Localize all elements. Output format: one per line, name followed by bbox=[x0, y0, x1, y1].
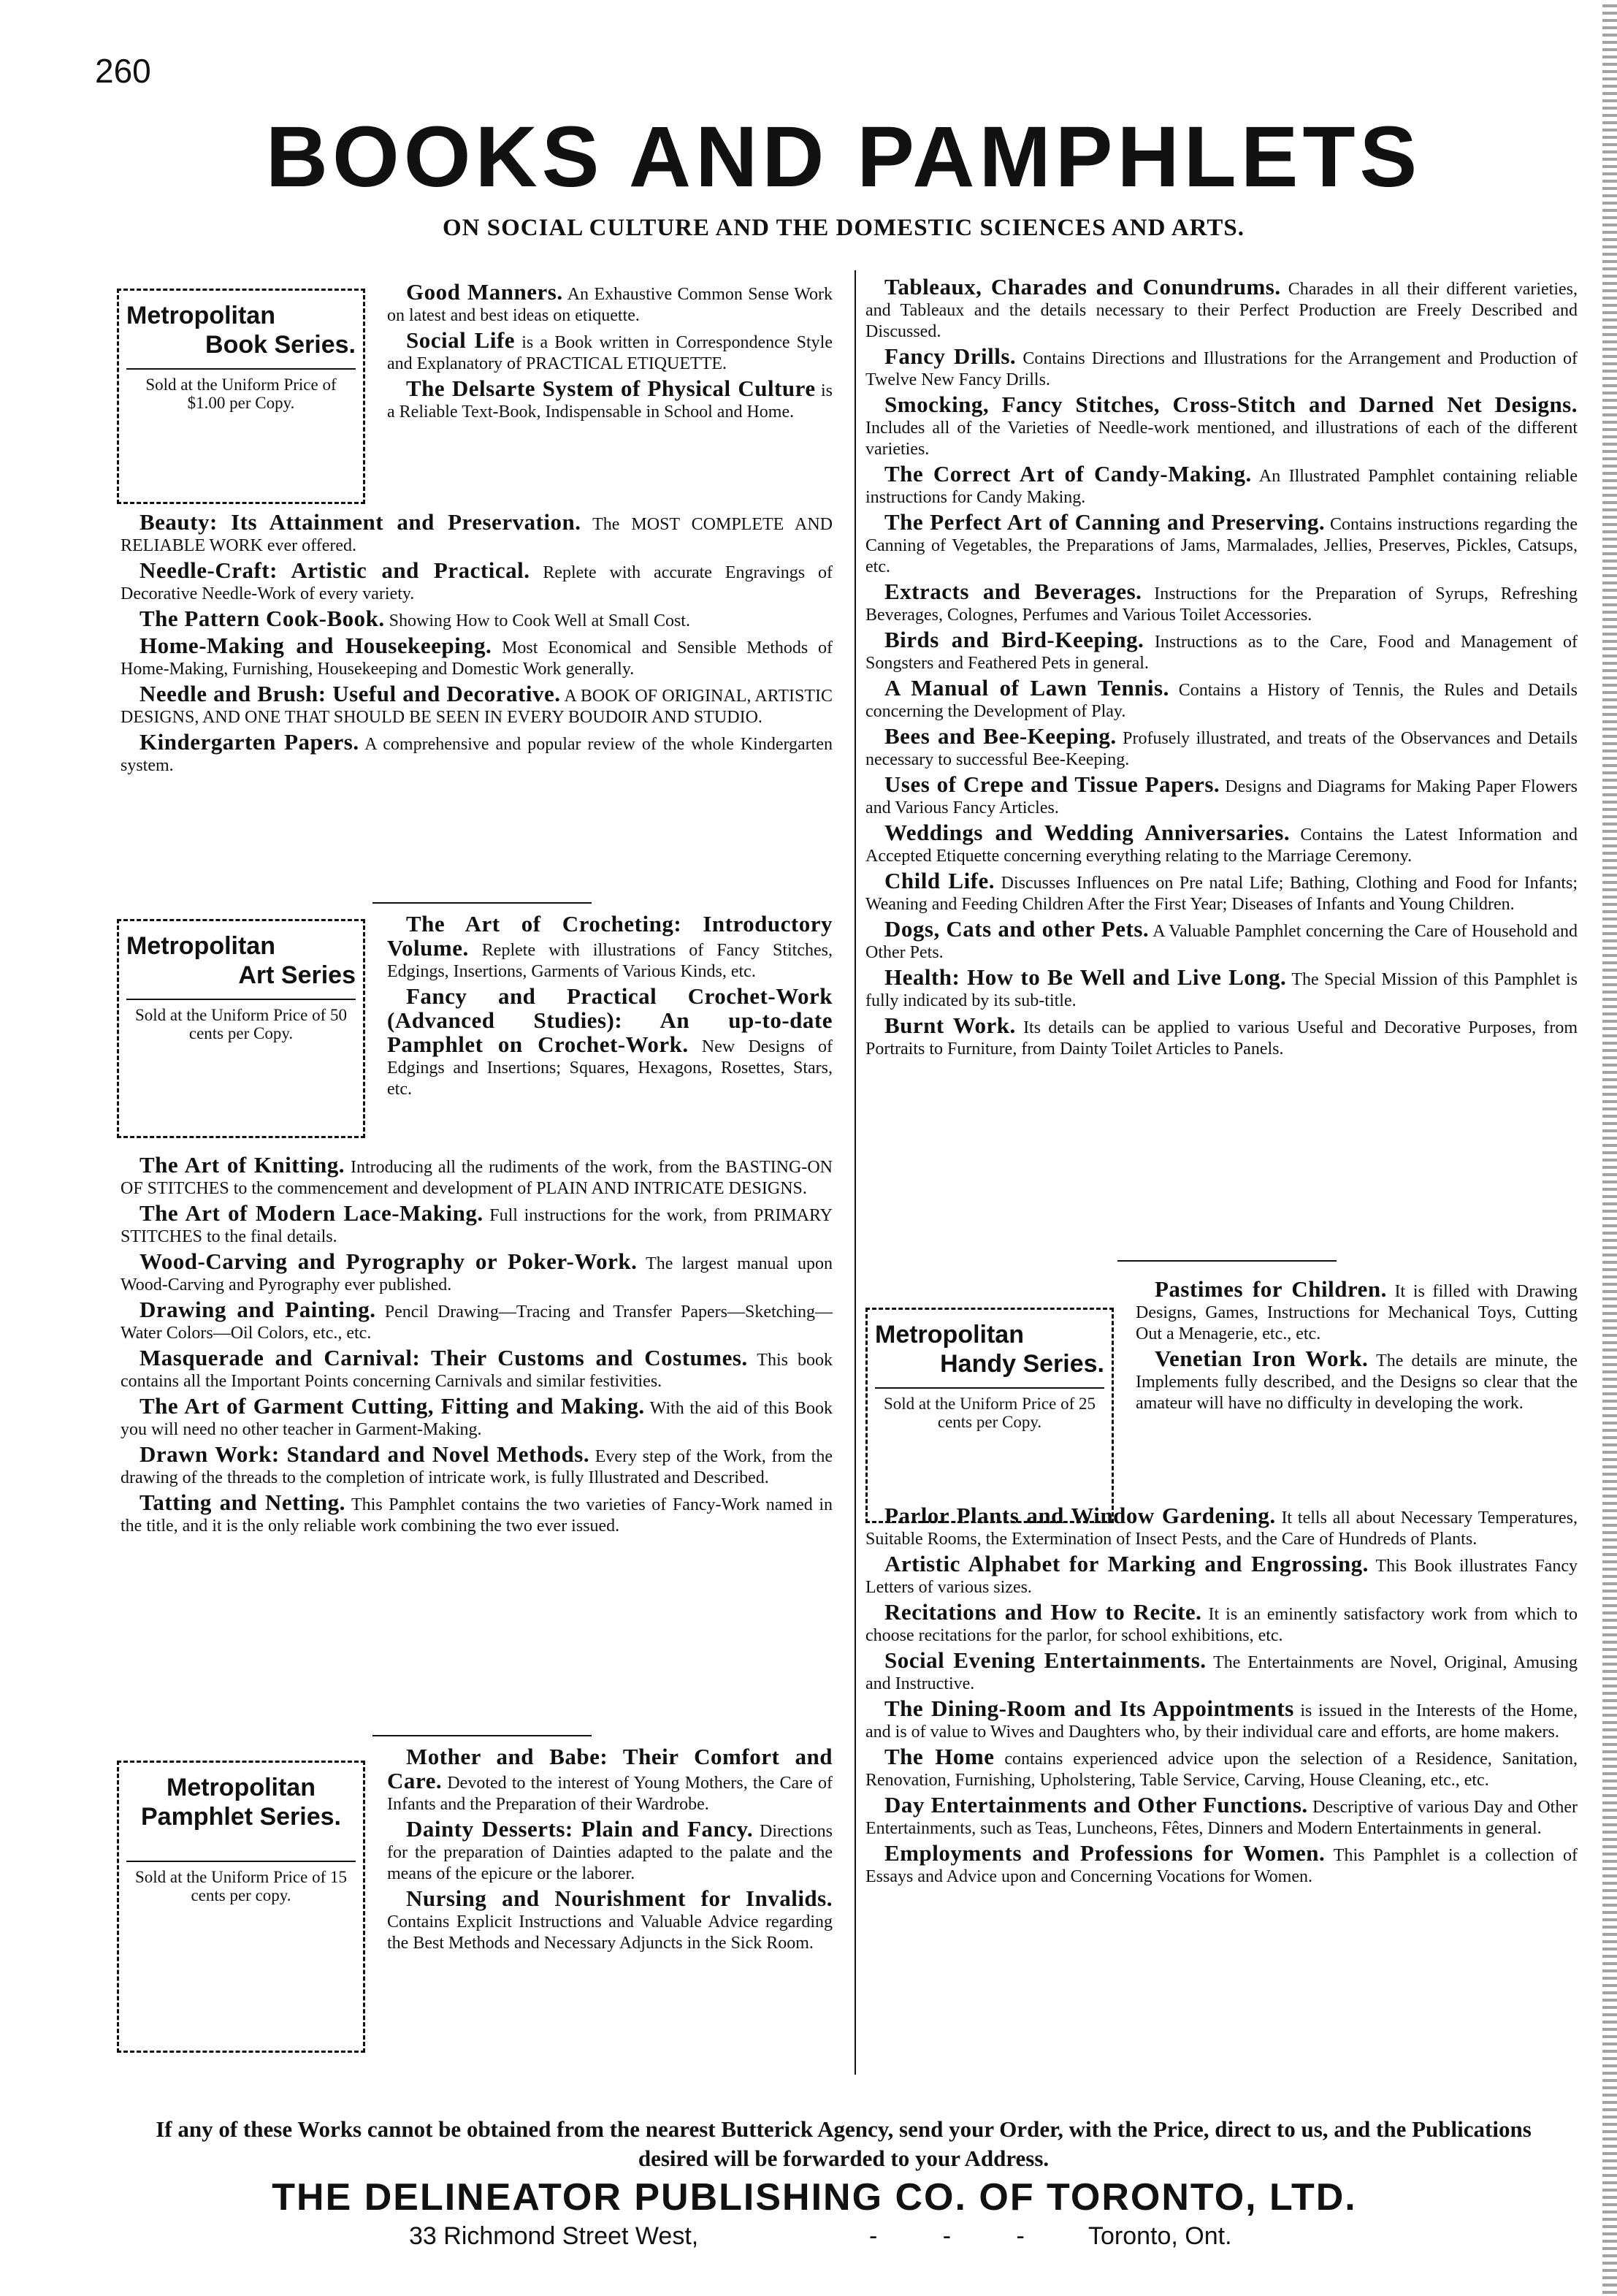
book-series-box bbox=[117, 289, 365, 504]
item-desc: The Special Mission of this Pamphlet is fully indicated by its sub-title. bbox=[865, 970, 1578, 1010]
list-item bbox=[387, 985, 833, 1100]
item-desc: Charades in all their different varieties, and Tableaux and the details necessary to their Perfect Production are Freely Described and Discussed. bbox=[865, 280, 1578, 341]
box-rule bbox=[126, 1861, 356, 1862]
box-subtitle: Art Series bbox=[238, 961, 356, 989]
item-desc: This Pamphlet is a collection of Essays and Advice upon and Concerning Vocations for Women. bbox=[865, 1846, 1578, 1886]
list-item bbox=[865, 1505, 1578, 1550]
list-item bbox=[121, 1492, 833, 1537]
item-desc: Includes all of the Varieties of Needle-work mentioned, and illustrations of each of the different varieties. bbox=[865, 419, 1578, 459]
item-title: Pastimes for Children. bbox=[1155, 1276, 1387, 1302]
item-desc: This Pamphlet contains the two varieties of Fancy-Work named in the title, and it is the only reliable work combining the two ever issued. bbox=[121, 1495, 833, 1536]
item-desc: Pencil Drawing—Tracing and Transfer Papers—Sketching—Water Colors—Oil Colors, etc., etc. bbox=[121, 1303, 833, 1343]
right-column-list bbox=[865, 276, 1578, 1063]
item-desc: Introducing all the rudiments of the work, from the BASTING-ON OF STITCHES to the commencement and development of PLAIN AND INTRICATE DESIGNS. bbox=[121, 1158, 833, 1198]
item-title: Good Manners. bbox=[406, 279, 563, 305]
list-item bbox=[865, 1842, 1578, 1888]
section-rule bbox=[372, 1735, 592, 1736]
list-item bbox=[121, 608, 833, 632]
list-item bbox=[387, 913, 833, 983]
pamphlet-series-list bbox=[387, 1746, 833, 1957]
page-title: BOOKS AND PAMPHLETS bbox=[265, 109, 1422, 205]
item-desc: The largest manual upon Wood-Carving and Pyrography ever published. bbox=[121, 1254, 833, 1294]
item-desc: is a Book written in Correspondence Style and Explanatory of PRACTICAL ETIQUETTE. bbox=[387, 333, 833, 373]
publisher-city: Toronto, Ont. bbox=[1088, 2222, 1232, 2250]
item-desc: This Book illustrates Fancy Letters of various sizes. bbox=[865, 1557, 1578, 1597]
list-item bbox=[865, 1746, 1578, 1791]
item-title: Venetian Iron Work. bbox=[1155, 1346, 1369, 1371]
column-divider bbox=[855, 270, 856, 2075]
item-desc: Contains Explicit Instructions and Valuable Advice regarding the Best Methods and Necessary Adjuncts in the Sick Room. bbox=[387, 1912, 833, 1953]
box-price: Sold at the Uniform Price of 25 cents per Copy. bbox=[883, 1395, 1096, 1431]
list-item bbox=[865, 463, 1578, 508]
item-title: Needle-Craft: Artistic and Practical. bbox=[139, 557, 530, 583]
item-desc: A Valuable Pamphlet concerning the Care of Household and Other Pets. bbox=[865, 922, 1578, 962]
item-desc: An Exhaustive Common Sense Work on latest and best ideas on etiquette. bbox=[387, 285, 833, 325]
item-title: Uses of Crepe and Tissue Papers. bbox=[884, 771, 1220, 797]
list-item bbox=[387, 1818, 833, 1885]
item-title: Nursing and Nourishment for Invalids. bbox=[406, 1885, 833, 1911]
item-title: Smocking, Fancy Stitches, Cross-Stitch and Darned Net Designs. bbox=[884, 392, 1578, 417]
list-item bbox=[865, 966, 1578, 1012]
item-title: Social Life bbox=[406, 327, 516, 353]
item-desc: Every step of the Work, from the drawing of the threads to the completion of intricate work, is fully Illustrated and Described. bbox=[121, 1447, 833, 1487]
list-item bbox=[121, 1395, 833, 1441]
list-item bbox=[865, 918, 1578, 964]
item-desc: Contains instructions regarding the Canning of Vegetables, the Preparations of Jams, Marmalades, Jellies, Preserves, Pickles, Catsups, etc. bbox=[865, 515, 1578, 576]
list-item bbox=[121, 683, 833, 728]
item-desc: Most Economical and Sensible Methods of Home-Making, Furnishing, Housekeeping and Domestic Work generally. bbox=[121, 638, 833, 679]
item-desc: contains experienced advice upon the selection of a Residence, Sanitation, Renovation, Furnishing, Upholstering, Table Service, Carving, House Cleaning, etc., etc. bbox=[865, 1750, 1578, 1790]
list-item bbox=[865, 1794, 1578, 1839]
box-rule bbox=[126, 999, 356, 1000]
item-desc: Full instructions for the work, from PRIMARY STITCHES to the final details. bbox=[121, 1206, 833, 1246]
box-title: Metropolitan bbox=[167, 1774, 316, 1801]
item-title: Extracts and Beverages. bbox=[884, 579, 1142, 604]
item-title: Weddings and Wedding Anniversaries. bbox=[884, 820, 1291, 845]
publisher-name: THE DELINEATOR PUBLISHING CO. OF TORONTO, LTD. bbox=[272, 2176, 1357, 2219]
list-item bbox=[865, 1698, 1578, 1743]
page-number: 260 bbox=[95, 52, 151, 90]
list-item bbox=[865, 1601, 1578, 1647]
handy-series-box bbox=[865, 1308, 1114, 1523]
list-item bbox=[121, 1299, 833, 1344]
list-item bbox=[121, 1154, 833, 1200]
item-title: Needle and Brush: Useful and Decorative. bbox=[139, 681, 561, 706]
list-item bbox=[121, 731, 833, 777]
item-desc: With the aid of this Book you will need no other teacher in Garment-Making. bbox=[121, 1399, 833, 1439]
item-title: Masquerade and Carnival: Their Customs and Costumes. bbox=[139, 1345, 748, 1370]
list-item bbox=[121, 511, 833, 557]
publisher-address: 33 Richmond Street West, bbox=[409, 2222, 699, 2250]
address-dashes: - - - bbox=[869, 2222, 1054, 2250]
item-desc: is issued in the Interests of the Home, and is of value to Wives and Daughters who, by their individual care and efforts, are home makers. bbox=[865, 1701, 1578, 1742]
list-item bbox=[1136, 1278, 1578, 1345]
box-subtitle: Handy Series. bbox=[940, 1350, 1104, 1378]
item-desc: Its details can be applied to various Useful and Decorative Purposes, from Portraits to Furniture, from Dainty Toilet Articles to Panels. bbox=[865, 1018, 1578, 1059]
list-item bbox=[121, 635, 833, 680]
section-rule bbox=[1117, 1260, 1337, 1262]
item-title: The Art of Crocheting: Introductory Volume. bbox=[387, 911, 833, 961]
box-price: Sold at the Uniform Price of 50 cents per Copy. bbox=[134, 1006, 347, 1042]
item-title: Artistic Alphabet for Marking and Engrossing. bbox=[884, 1551, 1369, 1576]
list-item bbox=[121, 1443, 833, 1489]
item-desc: Instructions for the Preparation of Syrups, Refreshing Beverages, Colognes, Perfumes and Various Toilet Accessories. bbox=[865, 584, 1578, 625]
item-title: Bees and Bee-Keeping. bbox=[884, 723, 1117, 749]
item-title: Home-Making and Housekeeping. bbox=[139, 633, 492, 658]
item-title: The Correct Art of Candy-Making. bbox=[884, 461, 1252, 487]
item-desc: An Illustrated Pamphlet containing reliable instructions for Candy Making. bbox=[865, 467, 1578, 507]
item-title: Fancy and Practical Crochet-Work (Advanced Studies): An up-to-date Pamphlet on Crochet-Work. bbox=[387, 983, 833, 1057]
item-title: Health: How to Be Well and Live Long. bbox=[884, 964, 1287, 990]
item-title: The Art of Garment Cutting, Fitting and Making. bbox=[139, 1393, 645, 1419]
box-price: Sold at the Uniform Price of $1.00 per Copy. bbox=[145, 375, 337, 412]
item-title: Parlor Plants and Window Gardening. bbox=[884, 1503, 1276, 1528]
item-title: Recitations and How to Recite. bbox=[884, 1599, 1202, 1625]
list-item bbox=[865, 511, 1578, 578]
list-item bbox=[865, 822, 1578, 867]
footer-notice: If any of these Works cannot be obtained from the nearest Butterick Agency, send your Order, with the Price, direct to us, and the Publications desired will be forwarded to your Address. bbox=[156, 2116, 1532, 2171]
section-rule bbox=[372, 902, 592, 904]
list-item bbox=[865, 343, 1578, 391]
item-desc: Showing How to Cook Well at Small Cost. bbox=[389, 611, 690, 630]
item-title: A Manual of Lawn Tennis. bbox=[884, 675, 1169, 701]
item-desc: Contains a History of Tennis, the Rules and Details concerning the Development of Play. bbox=[865, 681, 1578, 721]
list-item bbox=[121, 557, 833, 605]
item-title: Social Evening Entertainments. bbox=[884, 1647, 1207, 1673]
box-price: Sold at the Uniform Price of 15 cents per copy. bbox=[134, 1868, 347, 1904]
item-desc: Discusses Influences on Pre natal Life; Bathing, Clothing and Food for Infants; Weaning and Feeding Children After the First Year; Diseases of Infants and Young Children. bbox=[865, 874, 1578, 914]
box-subtitle: Book Series. bbox=[205, 331, 356, 359]
item-title: The Home bbox=[884, 1744, 995, 1769]
item-title: Tableaux, Charades and Conundrums. bbox=[884, 274, 1281, 300]
list-item bbox=[865, 725, 1578, 771]
list-item bbox=[865, 276, 1578, 343]
list-item bbox=[865, 870, 1578, 915]
book-series-list-wide bbox=[121, 511, 833, 779]
list-item bbox=[1136, 1348, 1578, 1414]
box-rule bbox=[126, 368, 356, 370]
item-desc: The MOST COMPLETE AND RELIABLE WORK ever offered. bbox=[121, 515, 833, 555]
book-series-list-narrow bbox=[387, 281, 833, 426]
box-title: Metropolitan bbox=[875, 1321, 1024, 1349]
item-desc: It is an eminently satisfactory work from which to choose recitations for the parlor, for school exhibitions, etc. bbox=[865, 1605, 1578, 1645]
list-item bbox=[387, 281, 833, 327]
list-item bbox=[387, 329, 833, 375]
list-item bbox=[121, 1248, 833, 1296]
item-title: Beauty: Its Attainment and Preservation. bbox=[139, 509, 581, 535]
item-title: Wood-Carving and Pyrography or Poker-Work. bbox=[139, 1248, 638, 1274]
item-title: Child Life. bbox=[884, 868, 995, 893]
item-desc: The Entertainments are Novel, Original, Amusing and Instructive. bbox=[865, 1653, 1578, 1693]
item-title: The Art of Modern Lace-Making. bbox=[139, 1200, 483, 1226]
item-desc: Contains the Latest Information and Accepted Etiquette concerning everything relating to the Marriage Ceremony. bbox=[865, 825, 1578, 866]
item-desc: Profusely illustrated, and treats of the Observances and Details necessary to successful Bee-Keeping. bbox=[865, 729, 1578, 769]
list-item bbox=[865, 1649, 1578, 1695]
list-item bbox=[865, 581, 1578, 626]
item-desc: It is filled with Drawing Designs, Games, Instructions for Mechanical Toys, Cutting Out a Menagerie, etc., etc. bbox=[1136, 1282, 1578, 1343]
item-title: Birds and Bird-Keeping. bbox=[884, 627, 1144, 652]
item-desc: Devoted to the interest of Young Mothers, the Care of Infants and the Preparation of their Wardrobe. bbox=[387, 1774, 833, 1814]
handy-series-list-narrow bbox=[1136, 1278, 1578, 1417]
item-desc: A comprehensive and popular review of the whole Kindergarten system. bbox=[121, 735, 833, 775]
item-title: Drawn Work: Standard and Novel Methods. bbox=[139, 1441, 590, 1467]
item-desc: Descriptive of various Day and Other Entertainments, such as Teas, Luncheons, Fêtes, Dinners and Modern Entertainments in general. bbox=[865, 1798, 1578, 1838]
item-title: The Art of Knitting. bbox=[139, 1152, 345, 1178]
item-title: Mother and Babe: Their Comfort and Care. bbox=[387, 1744, 833, 1793]
list-item bbox=[865, 1012, 1578, 1060]
item-title: The Pattern Cook-Book. bbox=[139, 606, 385, 631]
pamphlet-series-box bbox=[117, 1761, 365, 2053]
item-title: The Delsarte System of Physical Culture bbox=[406, 375, 816, 401]
item-desc: A BOOK OF ORIGINAL, ARTISTIC DESIGNS, AND ONE THAT SHOULD BE SEEN IN EVERY BOUDOIR AND STUDIO. bbox=[121, 687, 833, 727]
item-title: Employments and Professions for Women. bbox=[884, 1840, 1326, 1866]
item-desc: It tells all about Necessary Temperatures, Suitable Rooms, the Extermination of Insect Pests, and the Care of Hundreds of Plants. bbox=[865, 1509, 1578, 1549]
list-item bbox=[865, 677, 1578, 722]
item-title: Dogs, Cats and other Pets. bbox=[884, 916, 1150, 942]
item-title: Drawing and Painting. bbox=[139, 1297, 376, 1322]
item-title: The Perfect Art of Canning and Preserving. bbox=[884, 509, 1326, 535]
item-desc: Instructions as to the Care, Food and Management of Songsters and Feathered Pets in general. bbox=[865, 633, 1578, 673]
item-desc: This book contains all the Important Points concerning Carnivals and similar festivities. bbox=[121, 1351, 833, 1391]
item-desc: Contains Directions and Illustrations for the Arrangement and Production of Twelve New Fancy Drills. bbox=[865, 349, 1578, 389]
box-title: Metropolitan bbox=[126, 302, 275, 329]
list-item bbox=[865, 771, 1578, 819]
item-title: Burnt Work. bbox=[884, 1012, 1016, 1038]
item-title: Fancy Drills. bbox=[884, 343, 1017, 369]
item-title: Dainty Desserts: Plain and Fancy. bbox=[406, 1816, 754, 1842]
item-desc: Directions for the preparation of Dainties adapted to the palate and the means of the epicure or the laborer. bbox=[387, 1822, 833, 1883]
item-title: Kindergarten Papers. bbox=[139, 729, 359, 755]
box-title: Metropolitan bbox=[126, 932, 275, 960]
handy-series-list-wide bbox=[865, 1505, 1578, 1891]
list-item bbox=[121, 1347, 833, 1392]
item-title: Tatting and Netting. bbox=[139, 1490, 345, 1515]
item-title: Day Entertainments and Other Functions. bbox=[884, 1792, 1308, 1818]
item-desc: Designs and Diagrams for Making Paper Flowers and Various Fancy Articles. bbox=[865, 777, 1578, 817]
scan-edge bbox=[1602, 0, 1617, 2296]
art-series-box bbox=[117, 919, 365, 1138]
box-subtitle: Pamphlet Series. bbox=[140, 1803, 341, 1831]
list-item bbox=[387, 1885, 833, 1954]
list-item bbox=[387, 375, 833, 423]
page-subtitle: ON SOCIAL CULTURE AND THE DOMESTIC SCIENCES AND ARTS. bbox=[442, 215, 1245, 241]
list-item bbox=[865, 394, 1578, 460]
art-series-list-narrow bbox=[387, 913, 833, 1103]
list-item bbox=[865, 1553, 1578, 1598]
list-item bbox=[387, 1746, 833, 1815]
list-item bbox=[121, 1202, 833, 1248]
box-rule bbox=[875, 1387, 1104, 1389]
item-desc: Replete with accurate Engravings of Decorative Needle-Work of every variety. bbox=[121, 563, 833, 603]
item-desc: Replete with illustrations of Fancy Stitches, Edgings, Insertions, Garments of Various Kinds, etc. bbox=[387, 941, 833, 981]
item-desc: New Designs of Edgings and Insertions; Squares, Hexagons, Rosettes, Stars, etc. bbox=[387, 1037, 833, 1099]
item-title: The Dining-Room and Its Appointments bbox=[884, 1696, 1294, 1721]
list-item bbox=[865, 629, 1578, 674]
item-desc: The details are minute, the Implements fully described, and the Designs so clear that the amateur will have no difficulty in developing the work. bbox=[1136, 1351, 1578, 1413]
art-series-list-wide bbox=[121, 1154, 833, 1540]
item-desc: is a Reliable Text-Book, Indispensable in School and Home. bbox=[387, 381, 833, 422]
